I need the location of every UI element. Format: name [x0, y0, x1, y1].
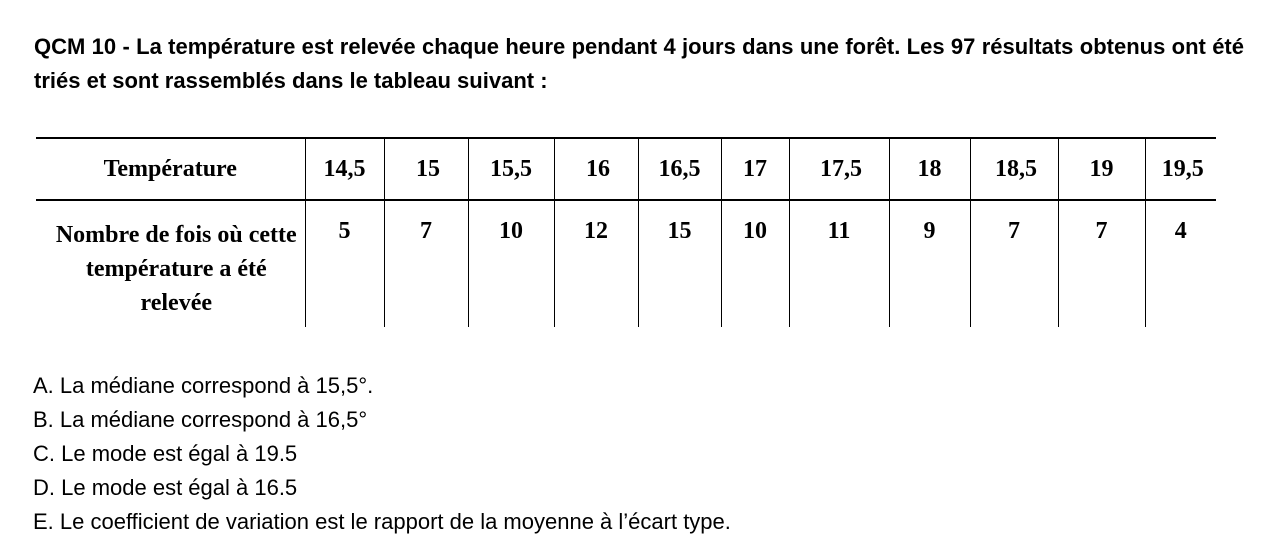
count-cell: 10: [468, 200, 554, 327]
temperature-cell: 17: [721, 138, 789, 200]
temperature-cell: 17,5: [789, 138, 889, 200]
table-header-row: [36, 138, 1216, 200]
temperature-table: [36, 137, 1216, 327]
count-cell: 10: [721, 200, 789, 327]
option-e[interactable]: E. Le coefficient de variation est le rapport de la moyenne à l’écart type.: [33, 509, 731, 534]
count-cell: 9: [889, 200, 970, 327]
count-cell: 15: [638, 200, 721, 327]
question-text: QCM 10 - La température est relevée chaque heure pendant 4 jours dans une forêt. Les 97 résultats obtenus ont été triés et sont rassemblés dans le tableau suivant :: [34, 34, 1244, 93]
temperature-cell: 14,5: [305, 138, 384, 200]
table-header-label: Température: [36, 138, 305, 200]
count-cell: 7: [384, 200, 468, 327]
table-counts-row: [36, 200, 1216, 327]
count-cell: 7: [970, 200, 1058, 327]
count-cell: 4: [1145, 200, 1216, 327]
temperature-cell: 16,5: [638, 138, 721, 200]
count-cell: 11: [789, 200, 889, 327]
option-c[interactable]: C. Le mode est égal à 19.5: [33, 441, 298, 466]
answer-options: [33, 369, 731, 539]
temperature-cell: 18: [889, 138, 970, 200]
temperature-cell: 15: [384, 138, 468, 200]
count-cell: 5: [305, 200, 384, 327]
count-cell: 12: [554, 200, 638, 327]
count-cell: 7: [1058, 200, 1145, 327]
option-a[interactable]: A. La médiane correspond à 15,5°.: [33, 373, 374, 398]
temperature-cell: 19: [1058, 138, 1145, 200]
option-d[interactable]: D. Le mode est égal à 16.5: [33, 475, 298, 500]
temperature-cell: 18,5: [970, 138, 1058, 200]
table-row-label: Nombre de fois où cette température a été relevée: [55, 222, 297, 316]
temperature-cell: 16: [554, 138, 638, 200]
temperature-cell: 15,5: [468, 138, 554, 200]
temperature-cell: 19,5: [1145, 138, 1216, 200]
option-b[interactable]: B. La médiane correspond à 16,5°: [33, 407, 368, 432]
